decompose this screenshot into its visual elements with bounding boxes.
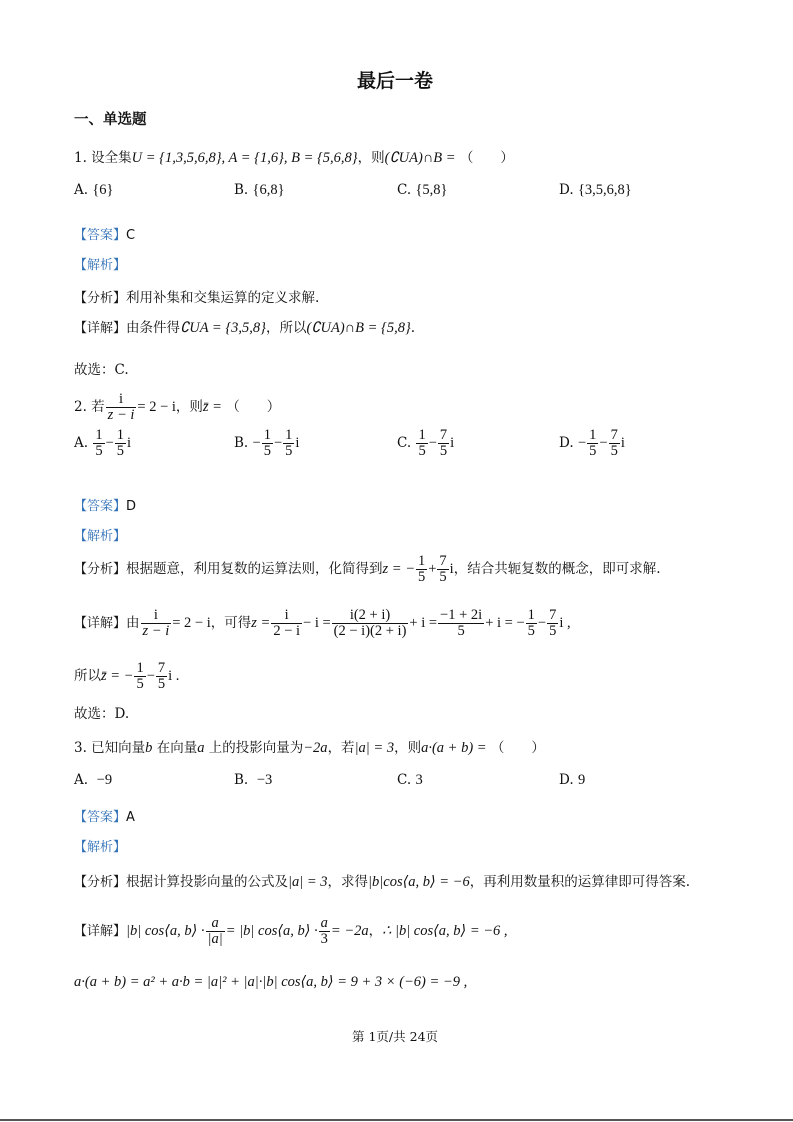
- frac-numerator: 7: [439, 427, 448, 443]
- fenxi-math: z = −: [382, 561, 415, 578]
- q1-option-d: [559, 182, 632, 199]
- frac-denominator: 5: [527, 623, 535, 640]
- option-label: A.: [74, 435, 89, 452]
- option-frac: [609, 428, 620, 459]
- option-frac: [283, 428, 294, 459]
- fenxi-text: 根据计算投影向量的公式及: [126, 874, 289, 890]
- frac-numerator: i(2 + i): [332, 608, 409, 624]
- q2-jiexi: [74, 525, 126, 544]
- frac-denominator: 5: [549, 623, 557, 640]
- option-frac: [262, 428, 273, 459]
- fenxi-tag: 【分析】: [74, 562, 127, 578]
- q1-paren: （ ）: [459, 150, 514, 166]
- q2-stem: [74, 392, 280, 423]
- q3-xiangjie-line2: a·(a + b) = a² + a·b = |a|² + |a|·|b| cos⟨a, b⟩ = 9 + 3 × (−6) = −9 ,: [74, 974, 468, 990]
- q3-text: 上的投影向量为: [208, 740, 304, 756]
- xiangjie-math: − i =: [303, 615, 331, 632]
- option-sign: −: [577, 435, 587, 452]
- option-value: −9: [96, 772, 113, 788]
- q3-math: |a| = 3: [354, 740, 395, 756]
- q3-xiangjie: [74, 916, 508, 947]
- option-value: {5,8}: [415, 182, 448, 198]
- fenxi-text: ，再利用数量积的运算律即可得答案.: [469, 874, 691, 890]
- frac-numerator: 7: [439, 553, 447, 569]
- frac-denominator: 5: [157, 676, 166, 693]
- answer-value: A: [126, 810, 135, 825]
- xiangjie-math: = |b| cos⟨a, b⟩ ·: [225, 923, 318, 940]
- xiangjie-math: ∁UA = {3,5,8}: [180, 320, 266, 336]
- xiangjie-text: .: [410, 320, 416, 336]
- xiangjie-math: + i =: [409, 615, 438, 632]
- q3-math: −2a: [303, 740, 328, 756]
- frac-numerator: 1: [116, 427, 125, 443]
- q3-option-a: [74, 772, 112, 789]
- option-value: {6}: [92, 182, 114, 198]
- q2-option-c: [397, 428, 454, 459]
- frac-denominator: z − i: [142, 623, 170, 640]
- option-unit: i: [620, 435, 625, 452]
- xiangjie-math: ∴ |b| cos⟨a, b⟩ = −6 ,: [382, 923, 508, 940]
- option-value: 3: [415, 772, 423, 788]
- section-heading: 一、单选题: [74, 112, 147, 128]
- q2-stem-zbar: z̄ =: [202, 399, 222, 416]
- suoyi-frac: [156, 661, 167, 692]
- xiangjie-math: |b| cos⟨a, b⟩ ·: [126, 923, 205, 940]
- frac-numerator: i: [141, 608, 172, 624]
- q3-option-c: [397, 772, 423, 789]
- page-title: 最后一卷: [357, 70, 434, 92]
- suoyi-op: −: [146, 668, 155, 685]
- q1-jiexi: [74, 254, 126, 273]
- option-frac: [416, 428, 427, 459]
- xiangjie-text: ，所以: [265, 320, 307, 336]
- q2-option-a: [74, 428, 131, 459]
- option-label: A.: [74, 772, 89, 788]
- q3-text: 在向量: [156, 740, 198, 756]
- q2-guxuan: 故选：D.: [74, 706, 130, 722]
- frac-denominator: (2 − i)(2 + i): [333, 623, 407, 640]
- q3-option-d: [559, 772, 585, 789]
- xiangjie-text: 由条件得: [126, 320, 181, 336]
- frac-denominator: z − i: [107, 407, 135, 424]
- q3-text: ，若: [327, 740, 355, 756]
- q1-option-c: [397, 182, 447, 199]
- xiangjie-tag: 【详解】: [74, 321, 127, 336]
- xiangjie-math: (∁UA)∩B = {5,8}: [306, 320, 411, 336]
- xiangjie-frac: [438, 608, 484, 639]
- q1-stem-expr: (∁UA)∩B =: [384, 150, 456, 166]
- frac-numerator: 1: [527, 607, 535, 623]
- xiangjie-math: −: [537, 615, 547, 632]
- option-label: B.: [234, 182, 249, 198]
- fenxi-text: ，求得: [327, 874, 369, 890]
- vector-a: a: [197, 740, 205, 756]
- frac-numerator: i: [271, 608, 302, 624]
- frac-numerator: 1: [95, 427, 103, 443]
- xiangjie-frac: [319, 916, 330, 947]
- q2-option-d: [559, 428, 625, 459]
- option-sign: −: [252, 435, 261, 452]
- xiangjie-tag: 【详解】: [74, 924, 127, 940]
- xiangjie-math: = −2a: [330, 923, 369, 940]
- option-label: C.: [397, 435, 412, 452]
- frac-numerator: a: [206, 916, 225, 932]
- q3-paren: （ ）: [490, 740, 545, 756]
- answer-value: C: [126, 228, 136, 243]
- option-frac: [438, 428, 449, 459]
- suoyi-frac: [134, 661, 145, 692]
- jiexi-tag: 【解析】: [74, 529, 127, 544]
- q1-fenxi: [74, 286, 319, 306]
- suoyi-math: z̄ = −: [101, 668, 134, 685]
- q2-suoyi: [74, 661, 179, 692]
- fenxi-op: +: [428, 561, 437, 578]
- option-value: −3: [256, 772, 273, 788]
- option-value: {3,5,6,8}: [577, 182, 632, 198]
- q2-fraction: [106, 392, 137, 423]
- xiangjie-math: z =: [251, 615, 271, 632]
- q3-fenxi: [74, 870, 690, 891]
- q2-stem-mid: ，则: [175, 399, 203, 416]
- xiangjie-tag: 【详解】: [74, 616, 127, 632]
- answer-tag: 【答案】: [74, 499, 127, 514]
- option-op: −: [105, 435, 114, 452]
- frac-numerator: i: [106, 392, 137, 408]
- option-label: A.: [74, 182, 89, 198]
- q1-guxuan: 故选：C.: [74, 362, 129, 378]
- fenxi-text: 利用补集和交集运算的定义求解.: [126, 290, 320, 306]
- option-label: C.: [397, 772, 412, 788]
- fenxi-tag: 【分析】: [74, 291, 127, 306]
- option-label: D.: [559, 772, 574, 788]
- q2-fenxi: [74, 554, 661, 585]
- frac-numerator: 1: [589, 427, 597, 443]
- frac-numerator: 7: [549, 607, 557, 623]
- option-unit: i: [295, 435, 300, 452]
- option-unit: i: [450, 435, 455, 452]
- q3-answer: [74, 806, 135, 825]
- q1-option-b: [234, 182, 285, 199]
- frac-denominator: 5: [116, 443, 125, 460]
- q2-answer: [74, 495, 136, 514]
- option-value: 9: [577, 772, 586, 788]
- q2-stem-eq: = 2 − i: [137, 399, 176, 416]
- option-op: −: [273, 435, 283, 452]
- frac-denominator: 2 − i: [273, 623, 301, 640]
- frac-denominator: |a|: [207, 931, 223, 948]
- option-frac: [115, 428, 126, 459]
- fenxi-text: 根据题意，利用复数的运算法则，化简得到: [126, 561, 383, 578]
- suoyi-math: i .: [168, 668, 180, 685]
- q1-answer: [74, 224, 135, 243]
- q3-text: ，则: [394, 740, 422, 756]
- vector-b: b: [145, 740, 153, 756]
- xiangjie-math: = 2 − i: [172, 615, 211, 632]
- frac-numerator: 1: [417, 553, 426, 569]
- fenxi-frac: [416, 554, 427, 585]
- frac-denominator: 5: [95, 443, 103, 460]
- frac-denominator: 5: [418, 443, 426, 460]
- option-label: D.: [559, 182, 574, 198]
- fenxi-tag: 【分析】: [74, 875, 127, 890]
- xiangjie-text: ，可得: [210, 615, 252, 632]
- q3-stem: [74, 736, 545, 757]
- option-label: D.: [559, 435, 574, 452]
- xiangjie-frac: [332, 608, 409, 639]
- xiangjie-frac: [526, 608, 537, 639]
- option-label: B.: [234, 435, 249, 452]
- frac-denominator: 5: [589, 443, 597, 460]
- fenxi-text: ，结合共轭复数的概念，即可求解.: [453, 561, 661, 578]
- frac-denominator: 5: [457, 623, 465, 640]
- frac-numerator: −1 + 2i: [440, 607, 483, 623]
- option-label: C.: [397, 182, 412, 198]
- xiangjie-frac: [271, 608, 302, 639]
- q3-option-b: [234, 772, 272, 789]
- frac-denominator: 3: [320, 931, 328, 948]
- fenxi-unit: i: [449, 561, 454, 578]
- option-frac: [587, 428, 598, 459]
- xiangjie-frac: [547, 608, 558, 639]
- frac-numerator: 1: [418, 427, 426, 443]
- xiangjie-frac: [206, 916, 225, 947]
- frac-numerator: 7: [610, 427, 618, 443]
- xiangjie-text: ，: [368, 923, 383, 940]
- xiangjie-math: i ,: [559, 615, 571, 632]
- option-op: −: [599, 435, 608, 452]
- page-footer: 第 1页/共 24页: [352, 1029, 439, 1044]
- q3-jiexi: [74, 836, 126, 855]
- frac-numerator: 1: [263, 427, 271, 443]
- jiexi-tag: 【解析】: [74, 840, 127, 855]
- frac-denominator: 5: [439, 443, 448, 460]
- frac-denominator: 5: [610, 443, 618, 460]
- q3-text: 3. 已知向量: [74, 740, 146, 756]
- answer-tag: 【答案】: [74, 810, 127, 825]
- option-label: B.: [234, 772, 249, 788]
- answer-value: D: [126, 499, 137, 514]
- q1-stem-sets: U = {1,3,5,6,8}, A = {1,6}, B = {5,6,8}: [131, 150, 358, 166]
- frac-numerator: 7: [157, 660, 166, 676]
- frac-denominator: 5: [136, 676, 144, 693]
- q2-paren: （ ）: [226, 399, 281, 416]
- q1-stem-mid: ，则: [357, 150, 385, 166]
- answer-tag: 【答案】: [74, 228, 127, 243]
- q1-xiangjie: [74, 316, 415, 337]
- frac-numerator: 1: [136, 660, 144, 676]
- fenxi-math: |a| = 3: [288, 874, 328, 890]
- frac-denominator: 5: [439, 569, 447, 586]
- option-value: {6,8}: [252, 182, 285, 198]
- option-frac: [93, 428, 104, 459]
- frac-denominator: 5: [285, 443, 293, 460]
- fenxi-math: |b|cos⟨a, b⟩ = −6: [368, 874, 470, 890]
- xiangjie-frac: [141, 608, 172, 639]
- xiangjie-math: + i = −: [485, 615, 525, 632]
- frac-denominator: 5: [263, 443, 271, 460]
- suoyi-text: 所以: [74, 668, 101, 685]
- frac-denominator: 5: [417, 569, 426, 586]
- jiexi-tag: 【解析】: [74, 258, 127, 273]
- option-unit: i: [127, 435, 132, 452]
- q2-stem-prefix: 2. 若: [74, 399, 105, 416]
- frac-numerator: 1: [285, 427, 293, 443]
- q2-option-b: [234, 428, 299, 459]
- fenxi-frac: [437, 554, 448, 585]
- q1-stem-prefix: 1. 设全集: [74, 150, 132, 166]
- xiangjie-text: 由: [126, 615, 140, 632]
- q1-option-a: [74, 182, 114, 199]
- bottom-divider: [0, 1119, 793, 1121]
- q2-xiangjie: [74, 608, 571, 639]
- q3-math: a·(a + b) =: [421, 740, 487, 756]
- frac-numerator: a: [320, 915, 328, 931]
- option-op: −: [428, 435, 437, 452]
- q1-stem: [74, 146, 514, 167]
